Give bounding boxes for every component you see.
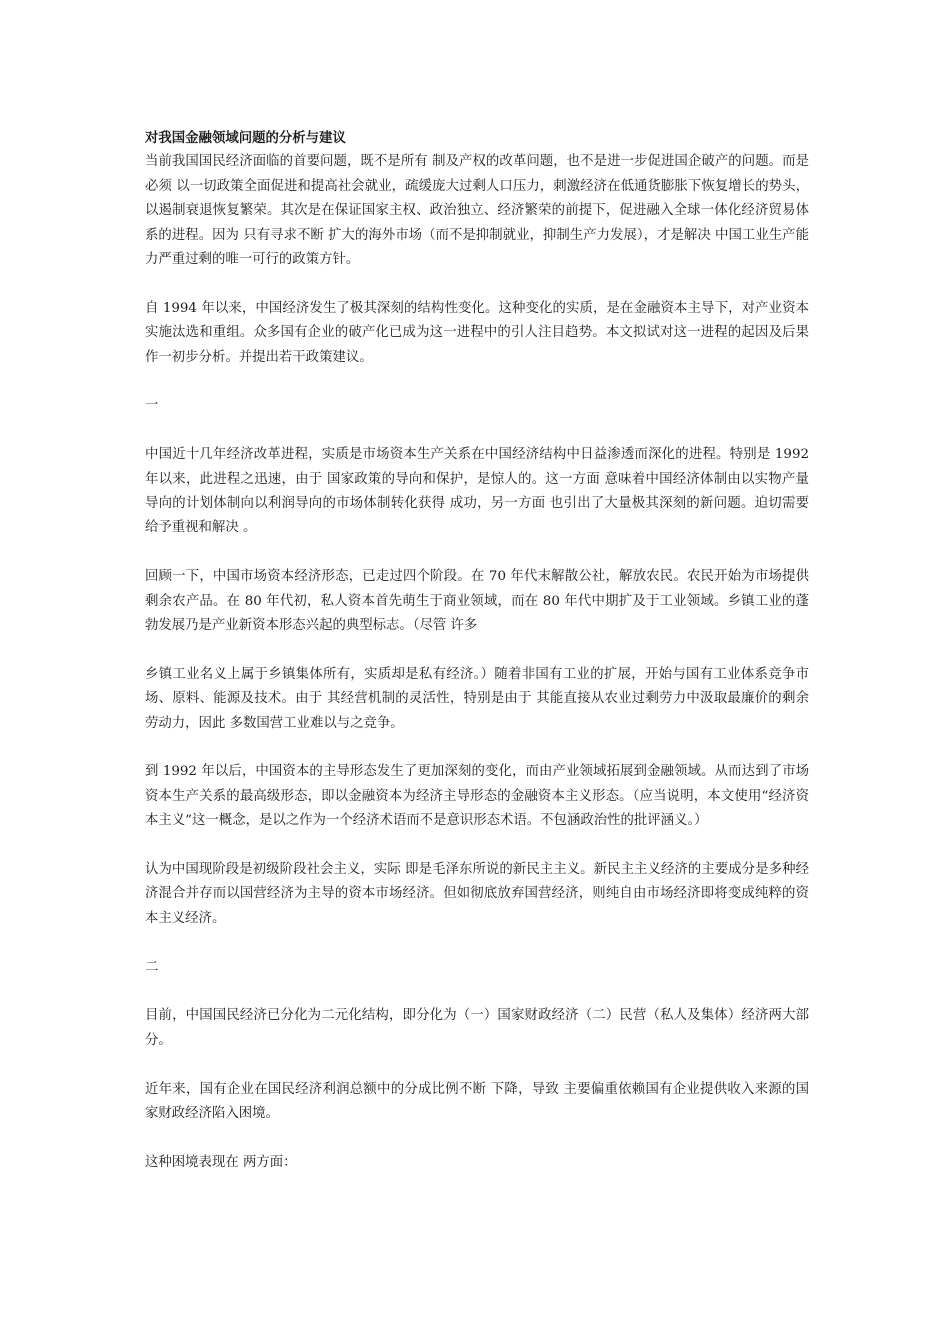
document-page [145,126,809,1200]
paragraph-5: 乡镇工业名义上属于乡镇集体所有，实质却是私有经济。）随着非国有工业的扩展，开始与国有工业体系竞争市场、原料、能源及技术。由于 其经营机制的灵活性，特别是由于 其能直接从农业过剩劳力中汲取最廉价的剩余劳动力，因此 多数国营工业难以与之竞争。 [145,666,809,731]
paragraph-10: 这种困境表现在 两方面： [145,1154,297,1170]
document-title: 对我国金融领域问题的分析与建议 [145,130,346,146]
paragraph-2: 自 1994 年以来，中国经济发生了极其深刻的结构性变化。这种变化的实质，是在金融资本主导下，对产业资本实施汰选和重组。众多国有企业的破产化已成为这一进程中的引人注目趋势。本文拟试对这一进程的起因及后果作一初步分析。并提出若干政策建议。 [145,300,809,365]
section-heading-1: 一 [145,398,159,414]
paragraph-3: 中国近十几年经济改革进程，实质是市场资本生产关系在中国经济结构中日益渗透而深化的进程。特别是 1992 年以来，此进程之迅速，由于 国家政策的导向和保护，是惊人的。这一方面 意味着中国经济体制由以实物产量导向的计划体制向以利润导向的市场体制转化获得 成功，另一方面 也引出了大量极其深刻的新问题。迫切需要 给予重视和解决 。 [145,447,809,536]
paragraph-1: 当前我国国民经济面临的首要问题，既不是所有 制及产权的改革问题，也不是进一步促进国企破产的问题。而是 必须 以一切政策全面促进和提高社会就业，疏缓庞大过剩人口压力，刺激经济在低通货膨胀下恢复增长的势头，以遏制衰退恢复繁荣。其次是在保证国家主权、政治独立、经济繁荣的前提下，促进融入全球一体化经济贸易体系的进程。因为 只有寻求不断 扩大的海外市场（而不是抑制就业，抑制生产力发展），才是解决 中国工业生产能力严重过剩的唯一可行的政策方针。 [145,154,809,268]
paragraph-8: 目前，中国国民经济已分化为二元化结构，即分化为（一）国家财政经济（二）民营（私人及集体）经济两大部分。 [145,1008,809,1048]
paragraph-6: 到 1992 年以后，中国资本的主导形态发生了更加深刻的变化，而由产业领域拓展到金融领域。从而达到了市场资本生产关系的最高级形态，即以金融资本为经济主导形态的金融资本主义形态。（应当说明，本文使用“经济资本主义”这一概念，是以之作为一个经济术语而不是意识形态术语。不包涵政治性的批评涵义。） [145,764,809,829]
paragraph-9: 近年来，国有企业在国民经济利润总额中的分成比例不断 下降，导致 主要偏重依赖国有企业提供收入来源的国家财政经济陷入困境。 [145,1081,809,1122]
paragraph-7: 认为中国现阶段是初级阶段社会主义，实际 即是毛泽东所说的新民主主义。新民主主义经济的主要成分是多种经济混合并存而以国营经济为主导的资本市场经济。但如彻底放弃国营经济，则纯自由市场经济即将变成纯粹的资本主义经济。 [145,862,809,926]
section-heading-2: 二 [145,959,159,975]
paragraph-4: 回顾一下，中国市场资本经济形态，已走过四个阶段。在 70 年代末解散公社，解放农民。农民开始为市场提供剩余农产品。在 80 年代初，私人资本首先萌生于商业领域，而在 80 年代中期扩及于工业领域。乡镇工业的蓬勃发展乃是产业新资本形态兴起的典型标志。（尽管 许多 [145,569,809,634]
